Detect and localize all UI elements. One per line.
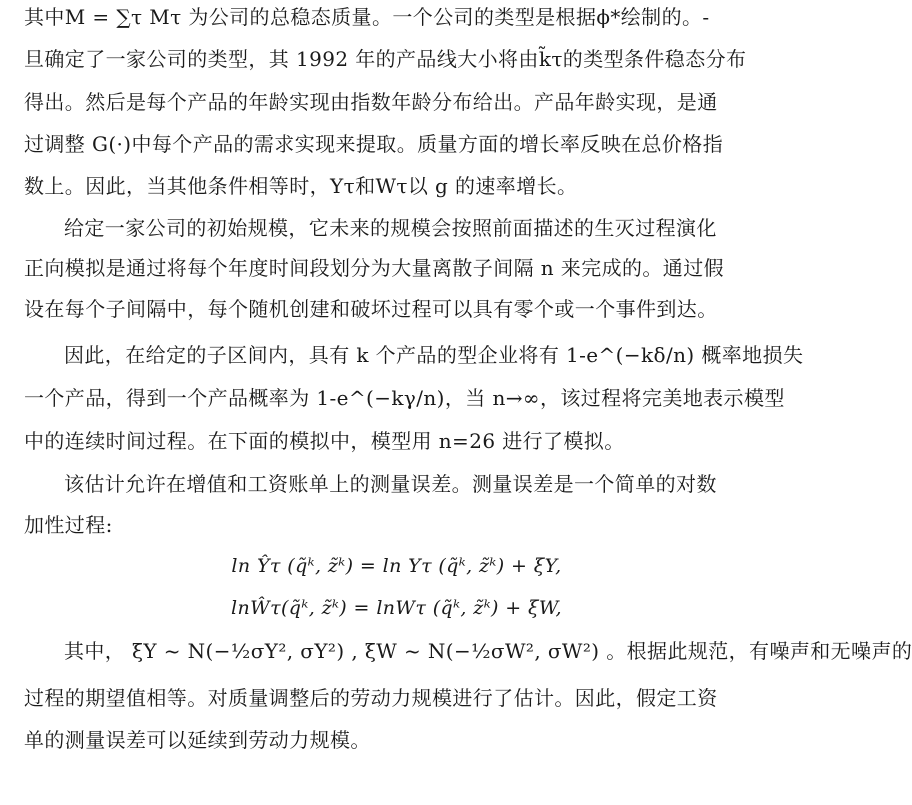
paragraph-line-1: 其中M = ∑τ Mτ 为公司的总稳态质量。一个公司的类型是根据ϕ*绘制的。- — [24, 5, 710, 29]
paragraph-line-8: 设在每个子间隔中，每个随机创建和破坏过程可以具有零个或一个事件到达。 — [24, 297, 718, 321]
paragraph-line-3: 得出。然后是每个产品的年龄实现由指数年龄分布给出。产品年龄实现，是通 — [24, 90, 718, 114]
paragraph-line-18: 单的测量误差可以延续到劳动力规模。 — [24, 728, 371, 752]
paragraph-line-16: 其中， ξY ~ N(−½σY², σY²) , ξW ~ N(−½σW², σW²) 。根据此规范，有噪声和无噪声的 — [64, 639, 912, 663]
paragraph-line-10: 一个产品，得到一个产品概率为 1-e^(−kγ/n)，当 n→∞，该过程将完美地表示模型 — [24, 386, 785, 410]
equation-1: ln Ŷτ (q̃ᵏ, z̃ᵏ) = ln Yτ (q̃ᵏ, z̃ᵏ) + ξY, — [231, 555, 562, 577]
paragraph-line-9: 因此，在给定的子区间内，具有 k 个产品的型企业将有 1-e^(−kδ/n) 概率地损失 — [64, 343, 804, 367]
paragraph-line-5: 数上。因此，当其他条件相等时，Yτ和Wτ以 g 的速率增长。 — [24, 174, 578, 198]
paragraph-line-11: 中的连续时间过程。在下面的模拟中，模型用 n=26 进行了模拟。 — [24, 429, 625, 453]
paragraph-line-7: 正向模拟是通过将每个年度时间段划分为大量离散子间隔 n 来完成的。通过假 — [24, 256, 724, 280]
paragraph-line-17: 过程的期望值相等。对质量调整后的劳动力规模进行了估计。因此，假定工资 — [24, 686, 718, 710]
paragraph-line-12: 该估计允许在增值和工资账单上的测量误差。测量误差是一个简单的对数 — [64, 472, 717, 496]
paragraph-line-4: 过调整 G(·)中每个产品的需求实现来提取。质量方面的增长率反映在总价格指 — [24, 132, 724, 156]
equation-2: lnŴτ(q̃ᵏ, z̃ᵏ) = lnWτ (q̃ᵏ, z̃ᵏ) + ξW, — [231, 597, 562, 619]
paragraph-line-13: 加性过程: — [24, 513, 113, 537]
paragraph-line-2: 旦确定了一家公司的类型，其 1992 年的产品线大小将由k̃τ的类型条件稳态分布 — [24, 47, 747, 71]
paragraph-line-6: 给定一家公司的初始规模，它未来的规模会按照前面描述的生灭过程演化 — [64, 216, 717, 240]
